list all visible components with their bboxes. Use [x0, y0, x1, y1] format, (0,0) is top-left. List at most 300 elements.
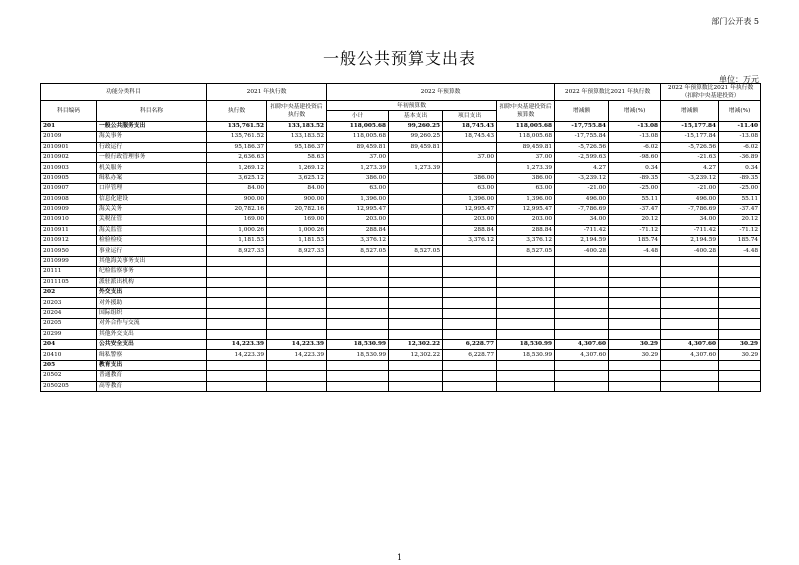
cell-excl-exec — [267, 329, 327, 339]
cell-name: 检验检疫 — [97, 236, 207, 246]
cell-code: 2010905 — [41, 173, 97, 183]
cell-inc-pct: -13.08 — [609, 121, 661, 131]
cell-exec: 8,927.33 — [207, 246, 267, 256]
cell-basic — [389, 194, 443, 204]
header-row-2 — [41, 101, 761, 111]
header-exec-2021: 2021 年执行数 — [207, 84, 327, 101]
table-row — [41, 194, 761, 204]
cell-inc-amt: 2,194.59 — [555, 236, 609, 246]
table-body — [41, 121, 761, 391]
cell-subtotal — [327, 329, 389, 339]
cell-subtotal — [327, 371, 389, 381]
cell-excl-budget: 8,527.05 — [497, 246, 555, 256]
cell-subtotal — [327, 360, 389, 370]
cell-basic — [389, 319, 443, 329]
cell-inc-pct: -6.02 — [609, 142, 661, 152]
cell-name: 其他海关事务支出 — [97, 256, 207, 266]
cell-inc-amt — [555, 256, 609, 266]
cell-inc-amt2: 4.27 — [661, 163, 719, 173]
cell-inc-pct2: -6.02 — [719, 142, 761, 152]
cell-code: 2010901 — [41, 142, 97, 152]
cell-inc-pct2: -37.47 — [719, 204, 761, 214]
cell-inc-pct2: 55.11 — [719, 194, 761, 204]
cell-excl-budget — [497, 360, 555, 370]
cell-excl-exec: 95,186.37 — [267, 142, 327, 152]
cell-excl-exec: 20,782.16 — [267, 204, 327, 214]
table-row — [41, 277, 761, 287]
cell-basic: 8,527.05 — [389, 246, 443, 256]
cell-project — [443, 360, 497, 370]
cell-inc-pct: -25.00 — [609, 184, 661, 194]
cell-exec — [207, 298, 267, 308]
cell-excl-exec: 169.00 — [267, 215, 327, 225]
cell-inc-pct: -4.48 — [609, 246, 661, 256]
cell-inc-amt2 — [661, 319, 719, 329]
cell-exec — [207, 381, 267, 391]
cell-inc-amt2: -15,177.84 — [661, 121, 719, 131]
cell-code: 2010912 — [41, 236, 97, 246]
cell-inc-pct2 — [719, 277, 761, 287]
header-budget-2022: 2022 年预算数 — [327, 84, 555, 101]
cell-basic — [389, 256, 443, 266]
cell-name: 一般公共服务支出 — [97, 121, 207, 131]
cell-name: 对外援助 — [97, 298, 207, 308]
cell-inc-amt — [555, 288, 609, 298]
cell-project: 63.00 — [443, 184, 497, 194]
cell-basic — [389, 173, 443, 183]
cell-inc-pct — [609, 298, 661, 308]
cell-project — [443, 256, 497, 266]
cell-subtotal: 18,530.99 — [327, 339, 389, 349]
cell-project — [443, 163, 497, 173]
table-row — [41, 339, 761, 349]
cell-name: 缉私办案 — [97, 173, 207, 183]
cell-subtotal: 1,396.00 — [327, 194, 389, 204]
table-row — [41, 163, 761, 173]
cell-inc-amt: -5,726.56 — [555, 142, 609, 152]
table-row — [41, 142, 761, 152]
cell-inc-pct2: -71.12 — [719, 225, 761, 235]
cell-basic — [389, 215, 443, 225]
cell-inc-pct: -98.60 — [609, 152, 661, 162]
cell-project — [443, 246, 497, 256]
cell-excl-budget: 386.00 — [497, 173, 555, 183]
table-row — [41, 360, 761, 370]
cell-subtotal — [327, 381, 389, 391]
cell-excl-budget — [497, 277, 555, 287]
cell-exec: 135,761.52 — [207, 132, 267, 142]
cell-inc-pct2 — [719, 329, 761, 339]
cell-excl-exec — [267, 371, 327, 381]
cell-project: 288.84 — [443, 225, 497, 235]
cell-inc-pct2 — [719, 360, 761, 370]
cell-inc-amt — [555, 360, 609, 370]
cell-inc-pct — [609, 360, 661, 370]
cell-inc-amt — [555, 329, 609, 339]
cell-subtotal: 1,273.39 — [327, 163, 389, 173]
cell-inc-amt2: -21.63 — [661, 152, 719, 162]
cell-name: 公共安全支出 — [97, 339, 207, 349]
header-inc-pct-2: 增减(%) — [719, 101, 761, 122]
cell-basic: 1,273.39 — [389, 163, 443, 173]
cell-basic — [389, 236, 443, 246]
cell-code: 202 — [41, 288, 97, 298]
cell-inc-pct: 30.29 — [609, 350, 661, 360]
cell-inc-amt2 — [661, 360, 719, 370]
cell-subtotal: 203.00 — [327, 215, 389, 225]
cell-name: 派驻派出机构 — [97, 277, 207, 287]
cell-basic — [389, 225, 443, 235]
cell-inc-amt2 — [661, 256, 719, 266]
cell-code: 2011105 — [41, 277, 97, 287]
cell-name: 行政运行 — [97, 142, 207, 152]
header-code: 科目编码 — [41, 101, 97, 122]
header-name: 科目名称 — [97, 101, 207, 122]
cell-project: 12,995.47 — [443, 204, 497, 214]
cell-excl-exec — [267, 308, 327, 318]
cell-inc-amt: -400.28 — [555, 246, 609, 256]
cell-exec — [207, 371, 267, 381]
cell-inc-pct: 0.34 — [609, 163, 661, 173]
table-row — [41, 246, 761, 256]
cell-inc-amt: -7,786.69 — [555, 204, 609, 214]
cell-exec: 14,223.39 — [207, 339, 267, 349]
cell-code: 2010950 — [41, 246, 97, 256]
table-row — [41, 288, 761, 298]
cell-inc-amt — [555, 308, 609, 318]
cell-project: 6,228.77 — [443, 339, 497, 349]
cell-inc-amt2: -711.42 — [661, 225, 719, 235]
cell-basic: 12,302.22 — [389, 339, 443, 349]
header-subtotal: 小计 — [327, 111, 389, 121]
cell-inc-amt2: -400.28 — [661, 246, 719, 256]
cell-excl-exec: 8,927.33 — [267, 246, 327, 256]
cell-project — [443, 308, 497, 318]
cell-basic — [389, 184, 443, 194]
cell-name: 其他外交支出 — [97, 329, 207, 339]
cell-inc-amt: 4,307.60 — [555, 350, 609, 360]
cell-inc-pct2: 0.34 — [719, 163, 761, 173]
cell-inc-pct — [609, 371, 661, 381]
cell-exec: 135,761.52 — [207, 121, 267, 131]
budget-table — [40, 83, 761, 392]
page-number: 1 — [396, 553, 403, 562]
cell-basic: 12,302.22 — [389, 350, 443, 360]
cell-project — [443, 381, 497, 391]
cell-subtotal: 37.00 — [327, 152, 389, 162]
cell-inc-amt2 — [661, 371, 719, 381]
cell-inc-amt — [555, 267, 609, 277]
table-row — [41, 152, 761, 162]
cell-name: 关税征管 — [97, 215, 207, 225]
header-annual-budget: 年初预算数 — [327, 101, 497, 111]
table-row — [41, 236, 761, 246]
cell-excl-exec: 84.00 — [267, 184, 327, 194]
cell-code: 2010903 — [41, 163, 97, 173]
cell-exec — [207, 319, 267, 329]
cell-basic: 99,260.25 — [389, 121, 443, 131]
cell-inc-amt2 — [661, 381, 719, 391]
cell-inc-pct2 — [719, 298, 761, 308]
cell-exec: 900.00 — [207, 194, 267, 204]
cell-inc-amt2 — [661, 288, 719, 298]
cell-inc-amt2 — [661, 298, 719, 308]
unit-label: 单位：万元 — [719, 75, 759, 84]
table-row — [41, 329, 761, 339]
cell-excl-budget: 1,396.00 — [497, 194, 555, 204]
cell-exec — [207, 277, 267, 287]
cell-code: 2010909 — [41, 204, 97, 214]
header-excl-exec: 扣除中央基建投资后执行数 — [267, 101, 327, 122]
cell-name: 海关事务 — [97, 132, 207, 142]
cell-code: 20502 — [41, 371, 97, 381]
cell-project: 3,376.12 — [443, 236, 497, 246]
cell-project: 6,228.77 — [443, 350, 497, 360]
table-row — [41, 132, 761, 142]
cell-inc-pct — [609, 267, 661, 277]
cell-basic — [389, 371, 443, 381]
cell-excl-exec: 3,625.12 — [267, 173, 327, 183]
header-project: 项目支出 — [443, 111, 497, 121]
cell-excl-budget: 118,005.68 — [497, 121, 555, 131]
cell-project: 203.00 — [443, 215, 497, 225]
header-row-1 — [41, 84, 761, 101]
cell-inc-pct2 — [719, 308, 761, 318]
table-row — [41, 121, 761, 131]
cell-name: 海关监管 — [97, 225, 207, 235]
cell-inc-pct: -13.08 — [609, 132, 661, 142]
cell-subtotal: 386.00 — [327, 173, 389, 183]
cell-code: 2010908 — [41, 194, 97, 204]
cell-excl-exec — [267, 256, 327, 266]
cell-exec: 20,782.16 — [207, 204, 267, 214]
cell-inc-pct: -37.47 — [609, 204, 661, 214]
cell-excl-budget: 63.00 — [497, 184, 555, 194]
table-row — [41, 184, 761, 194]
table-row — [41, 308, 761, 318]
cell-inc-amt — [555, 381, 609, 391]
cell-excl-budget: 118,005.68 — [497, 132, 555, 142]
cell-code: 20109 — [41, 132, 97, 142]
cell-project: 1,396.00 — [443, 194, 497, 204]
cell-exec: 1,269.12 — [207, 163, 267, 173]
cell-code: 204 — [41, 339, 97, 349]
cell-inc-amt2: 496.00 — [661, 194, 719, 204]
cell-subtotal — [327, 288, 389, 298]
cell-code: 205 — [41, 360, 97, 370]
page-corner-label: 部门公开表 5 — [711, 17, 759, 26]
cell-inc-pct — [609, 329, 661, 339]
cell-inc-amt2: 4,307.60 — [661, 339, 719, 349]
cell-inc-pct2 — [719, 256, 761, 266]
cell-code: 2010910 — [41, 215, 97, 225]
cell-inc-amt2: 34.00 — [661, 215, 719, 225]
cell-inc-pct2: -11.40 — [719, 121, 761, 131]
cell-inc-amt — [555, 371, 609, 381]
cell-exec: 169.00 — [207, 215, 267, 225]
cell-excl-budget: 18,530.99 — [497, 339, 555, 349]
cell-excl-exec: 133,183.52 — [267, 132, 327, 142]
cell-name: 机关服务 — [97, 163, 207, 173]
cell-project — [443, 277, 497, 287]
cell-inc-amt: -17,755.84 — [555, 121, 609, 131]
cell-exec — [207, 256, 267, 266]
header-inc-amt: 增减额 — [555, 101, 609, 122]
cell-inc-pct2: 30.29 — [719, 339, 761, 349]
cell-subtotal — [327, 319, 389, 329]
cell-inc-amt2 — [661, 267, 719, 277]
cell-subtotal: 18,530.99 — [327, 350, 389, 360]
cell-inc-pct: 30.29 — [609, 339, 661, 349]
cell-name: 信息化建设 — [97, 194, 207, 204]
cell-project — [443, 319, 497, 329]
cell-inc-amt: -21.00 — [555, 184, 609, 194]
cell-excl-budget: 3,376.12 — [497, 236, 555, 246]
cell-inc-amt2 — [661, 308, 719, 318]
cell-basic — [389, 381, 443, 391]
cell-inc-pct2: 185.74 — [719, 236, 761, 246]
cell-inc-amt: 34.00 — [555, 215, 609, 225]
table-row — [41, 350, 761, 360]
cell-name: 国际组织 — [97, 308, 207, 318]
cell-basic: 99,260.25 — [389, 132, 443, 142]
cell-project — [443, 298, 497, 308]
cell-inc-amt: 4,307.60 — [555, 339, 609, 349]
cell-inc-pct — [609, 381, 661, 391]
header-basic: 基本支出 — [389, 111, 443, 121]
cell-inc-amt: 4.27 — [555, 163, 609, 173]
cell-subtotal: 12,995.47 — [327, 204, 389, 214]
cell-excl-exec — [267, 381, 327, 391]
cell-inc-pct2 — [719, 371, 761, 381]
cell-name: 对外合作与交流 — [97, 319, 207, 329]
cell-project: 386.00 — [443, 173, 497, 183]
table-row — [41, 267, 761, 277]
cell-excl-exec — [267, 298, 327, 308]
cell-inc-amt2: 4,307.60 — [661, 350, 719, 360]
cell-code: 201 — [41, 121, 97, 131]
cell-project — [443, 371, 497, 381]
cell-inc-amt — [555, 277, 609, 287]
cell-subtotal: 63.00 — [327, 184, 389, 194]
cell-excl-budget: 1,273.39 — [497, 163, 555, 173]
table-row — [41, 173, 761, 183]
cell-excl-budget: 288.84 — [497, 225, 555, 235]
cell-inc-amt: -711.42 — [555, 225, 609, 235]
cell-excl-exec — [267, 288, 327, 298]
cell-inc-pct: 55.11 — [609, 194, 661, 204]
cell-exec: 14,223.39 — [207, 350, 267, 360]
cell-inc-pct: 20.12 — [609, 215, 661, 225]
cell-code: 20111 — [41, 267, 97, 277]
cell-name: 缉私警察 — [97, 350, 207, 360]
cell-excl-budget — [497, 371, 555, 381]
cell-inc-pct — [609, 256, 661, 266]
cell-excl-budget — [497, 298, 555, 308]
cell-subtotal: 288.84 — [327, 225, 389, 235]
cell-excl-budget — [497, 319, 555, 329]
cell-excl-budget — [497, 267, 555, 277]
cell-project: 18,745.43 — [443, 132, 497, 142]
cell-name: 事业运行 — [97, 246, 207, 256]
cell-exec — [207, 329, 267, 339]
cell-inc-amt2 — [661, 277, 719, 287]
cell-excl-exec — [267, 277, 327, 287]
cell-excl-exec — [267, 360, 327, 370]
table-row — [41, 371, 761, 381]
cell-subtotal: 118,005.68 — [327, 132, 389, 142]
cell-excl-budget: 37.00 — [497, 152, 555, 162]
cell-project: 37.00 — [443, 152, 497, 162]
cell-inc-amt — [555, 319, 609, 329]
cell-excl-budget: 89,459.81 — [497, 142, 555, 152]
cell-basic — [389, 329, 443, 339]
cell-exec — [207, 308, 267, 318]
cell-inc-amt2: -3,239.12 — [661, 173, 719, 183]
header-compare-exec: 2022 年预算数比2021 年执行数 — [555, 84, 661, 101]
cell-inc-amt: 496.00 — [555, 194, 609, 204]
table-row — [41, 381, 761, 391]
cell-basic — [389, 360, 443, 370]
cell-inc-pct: -89.35 — [609, 173, 661, 183]
cell-inc-pct: 185.74 — [609, 236, 661, 246]
cell-subtotal — [327, 308, 389, 318]
cell-code: 2050205 — [41, 381, 97, 391]
cell-inc-pct2: -89.35 — [719, 173, 761, 183]
header-func-class: 功能分类科目 — [41, 84, 207, 101]
cell-inc-amt2: 2,194.59 — [661, 236, 719, 246]
cell-excl-exec: 1,269.12 — [267, 163, 327, 173]
cell-inc-amt: -17,755.84 — [555, 132, 609, 142]
cell-excl-exec: 1,181.53 — [267, 236, 327, 246]
header-inc-amt-2: 增减额 — [661, 101, 719, 122]
cell-basic — [389, 298, 443, 308]
cell-inc-amt: -3,239.12 — [555, 173, 609, 183]
cell-subtotal: 8,527.05 — [327, 246, 389, 256]
cell-excl-exec: 14,223.39 — [267, 339, 327, 349]
cell-project — [443, 142, 497, 152]
cell-project — [443, 329, 497, 339]
cell-basic — [389, 152, 443, 162]
table-row — [41, 225, 761, 235]
cell-exec — [207, 267, 267, 277]
cell-basic — [389, 308, 443, 318]
cell-inc-amt — [555, 298, 609, 308]
cell-inc-pct2 — [719, 381, 761, 391]
cell-subtotal: 3,376.12 — [327, 236, 389, 246]
header-compare-excl: 2022 年预算数比2021 年执行数（扣除中央基建投资） — [661, 84, 761, 101]
cell-excl-budget — [497, 329, 555, 339]
cell-project — [443, 267, 497, 277]
table-row — [41, 319, 761, 329]
cell-inc-pct2: -36.89 — [719, 152, 761, 162]
cell-code: 20204 — [41, 308, 97, 318]
cell-code: 2010911 — [41, 225, 97, 235]
cell-subtotal: 89,459.81 — [327, 142, 389, 152]
cell-subtotal — [327, 256, 389, 266]
cell-excl-budget: 12,995.47 — [497, 204, 555, 214]
cell-code: 20203 — [41, 298, 97, 308]
cell-excl-budget: 18,530.99 — [497, 350, 555, 360]
cell-basic — [389, 288, 443, 298]
cell-inc-pct — [609, 319, 661, 329]
cell-name: 一般行政管理事务 — [97, 152, 207, 162]
cell-excl-budget — [497, 308, 555, 318]
cell-excl-exec: 14,223.39 — [267, 350, 327, 360]
cell-inc-pct — [609, 308, 661, 318]
header-inc-pct: 增减(%) — [609, 101, 661, 122]
cell-basic — [389, 267, 443, 277]
